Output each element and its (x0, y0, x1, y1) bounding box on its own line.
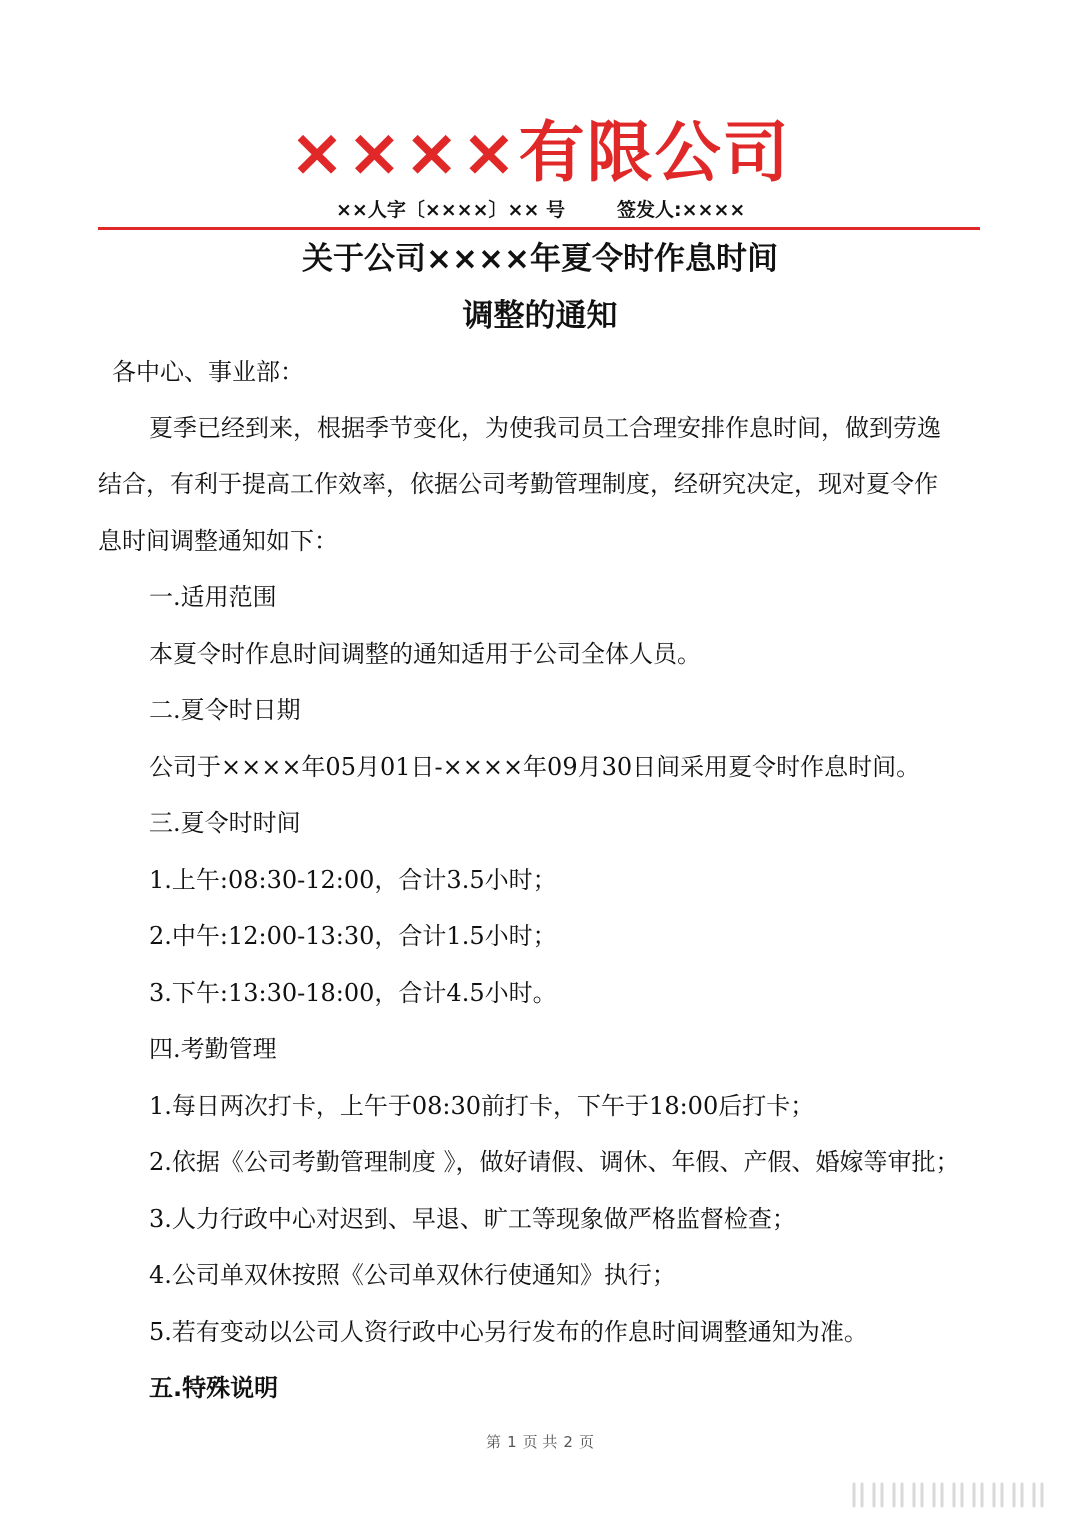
intro-line-1: 夏季已经到来，根据季节变化，为使我司员工合理安排作息时间，做到劳逸 (149, 414, 941, 442)
intro-line-3: 息时间调整通知如下： (98, 527, 338, 555)
document-meta-line (0, 196, 1080, 224)
section-4-item-2: 2.依据《公司考勤管理制度 》，做好请假、调休、年假、产假、婚嫁等审批； (149, 1148, 960, 1176)
section-3-heading: 三.夏令时时间 (149, 809, 301, 837)
section-4-heading: 四.考勤管理 (149, 1035, 277, 1063)
footer-page-suffix: 页 (578, 1433, 594, 1451)
salutation: 各中心、事业部： (112, 358, 304, 386)
document-number: ××人字〔××××〕×× 号 (336, 199, 565, 221)
footer-current-page: 1 (507, 1433, 517, 1451)
notice-title-line-1: 关于公司××××年夏令时作息时间 (302, 241, 778, 277)
section-2-heading: 二.夏令时日期 (149, 696, 301, 724)
section-3-item-1: 1.上午:08:30-12:00，合计3.5小时； (149, 866, 557, 894)
section-4-item-5: 5.若有变动以公司人资行政中心另行发布的作息时间调整通知为准。 (149, 1318, 868, 1346)
section-4-item-3: 3.人力行政中心对迟到、早退、旷工等现象做严格监督检查； (149, 1205, 796, 1233)
section-1-content: 本夏令时作息时间调整的通知适用于公司全体人员。 (149, 640, 701, 668)
section-3-item-2: 2.中午:12:00-13:30，合计1.5小时； (149, 922, 557, 950)
footer-page-prefix: 第 (486, 1433, 502, 1451)
issuer-label: 签发人:×××× (617, 199, 746, 221)
company-name-heading: ××××有限公司 (289, 114, 791, 191)
section-4-item-4: 4.公司单双休按照《公司单双休行使通知》执行； (149, 1261, 676, 1289)
page-footer (0, 1430, 1080, 1454)
footer-total-pages: 2 (563, 1433, 573, 1451)
footer-page-middle: 页 共 (522, 1433, 558, 1451)
section-4-item-1: 1.每日两次打卡，上午于08:30前打卡，下午于18:00后打卡； (149, 1092, 815, 1120)
watermark-logo (848, 1478, 1062, 1512)
section-5-heading: 五.特殊说明 (149, 1374, 279, 1402)
section-1-heading: 一.适用范围 (149, 583, 277, 611)
section-3-item-3: 3.下午:13:30-18:00，合计4.5小时。 (149, 979, 557, 1007)
red-divider-line (98, 227, 980, 230)
section-2-content: 公司于××××年05月01日-××××年09月30日间采用夏令时作息时间。 (149, 753, 921, 781)
intro-line-2: 结合，有利于提高工作效率，依据公司考勤管理制度，经研究决定，现对夏令作 (98, 470, 938, 498)
notice-title-line-2: 调整的通知 (462, 298, 618, 334)
